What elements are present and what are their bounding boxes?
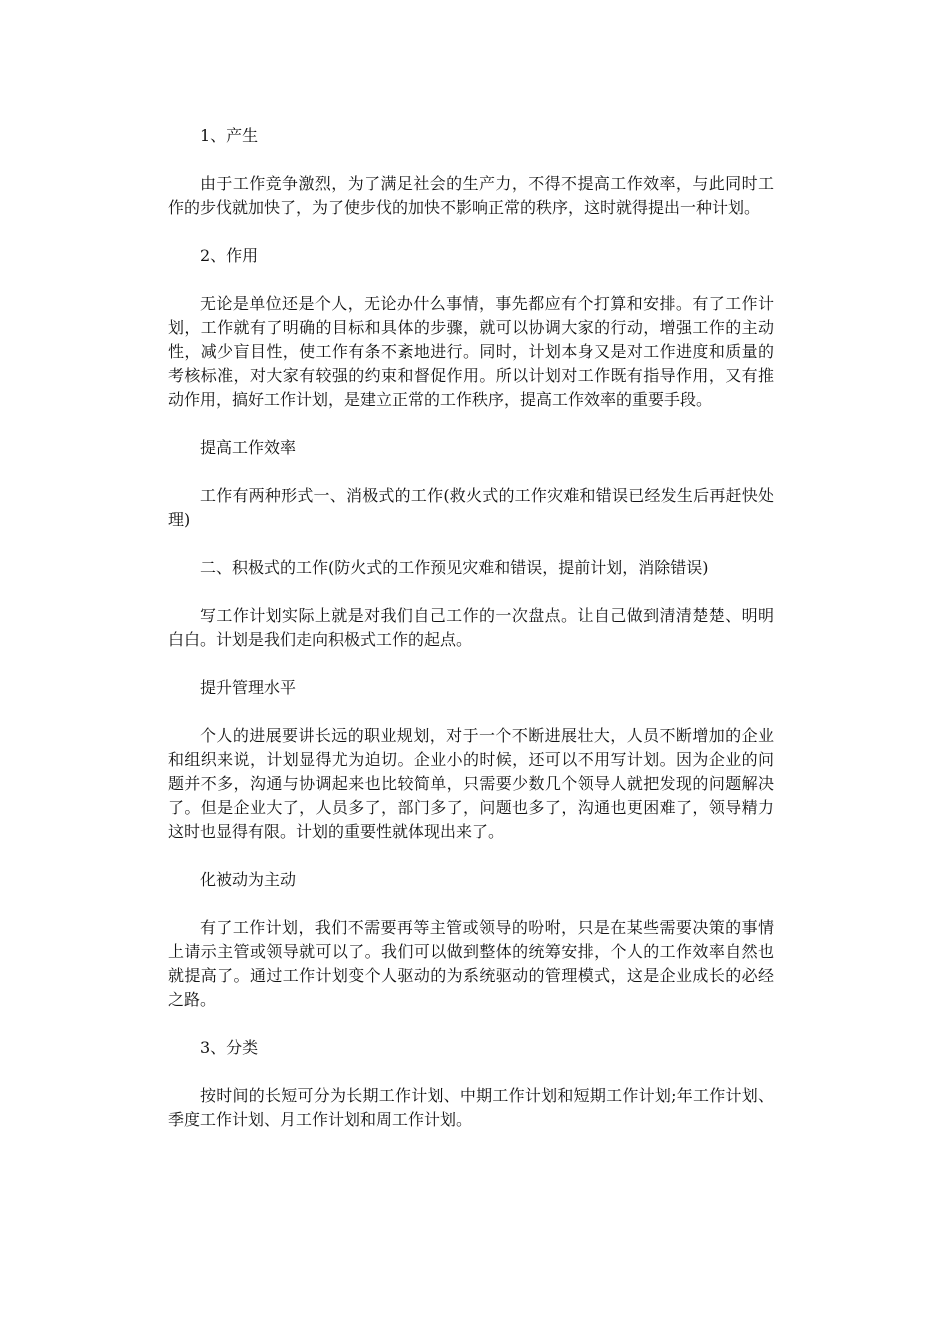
section-heading-efficiency: 提高工作效率 (200, 438, 297, 457)
section-heading-classification: 3、分类 (200, 1038, 259, 1057)
paragraph-active-work: 二、积极式的工作(防火式的工作预见灾难和错误，提前计划，消除错误) (200, 558, 709, 577)
section-heading-management: 提升管理水平 (200, 678, 297, 697)
paragraph-classification: 按时间的长短可分为长期工作计划、中期工作计划和短期工作计划;年工作计划、季度工作计划、月工作计划和周工作计划。 (168, 1086, 774, 1129)
section-heading-production: 1、产生 (200, 126, 259, 145)
section-heading-function: 2、作用 (200, 246, 259, 265)
paragraph-function: 无论是单位还是个人，无论办什么事情，事先都应有个打算和安排。有了工作计划，工作就有了明确的目标和具体的步骤，就可以协调大家的行动，增强工作的主动性，减少盲目性，使工作有条不紊地进行。同时，计划本身又是对工作进度和质量的考核标准，对大家有较强的约束和督促作用。所以计划对工作既有指导作用，又有推动作用，搞好工作计划，是建立正常的工作秩序，提高工作效率的重要手段。 (168, 294, 774, 409)
paragraph-work-forms: 工作有两种形式一、消极式的工作(救火式的工作灾难和错误已经发生后再赶快处理) (168, 486, 774, 529)
paragraph-plan-inventory: 写工作计划实际上就是对我们自己工作的一次盘点。让自己做到清清楚楚、明明白白。计划是我们走向积极式工作的起点。 (168, 606, 774, 649)
paragraph-production: 由于工作竞争激烈，为了满足社会的生产力，不得不提高工作效率，与此同时工作的步伐就加快了，为了使步伐的加快不影响正常的秩序，这时就得提出一种计划。 (168, 174, 774, 217)
section-heading-proactive: 化被动为主动 (200, 870, 297, 889)
paragraph-proactive: 有了工作计划，我们不需要再等主管或领导的吩咐，只是在某些需要决策的事情上请示主管或领导就可以了。我们可以做到整体的统筹安排，个人的工作效率自然也就提高了。通过工作计划变个人驱动的为系统驱动的管理模式，这是企业成长的必经之路。 (168, 918, 774, 1009)
paragraph-management: 个人的进展要讲长远的职业规划，对于一个不断进展壮大，人员不断增加的企业和组织来说，计划显得尤为迫切。企业小的时候，还可以不用写计划。因为企业的问题并不多，沟通与协调起来也比较简单，只需要少数几个领导人就把发现的问题解决了。但是企业大了，人员多了，部门多了，问题也多了，沟通也更困难了，领导精力这时也显得有限。计划的重要性就体现出来了。 (168, 726, 774, 841)
document-body (168, 124, 774, 1156)
